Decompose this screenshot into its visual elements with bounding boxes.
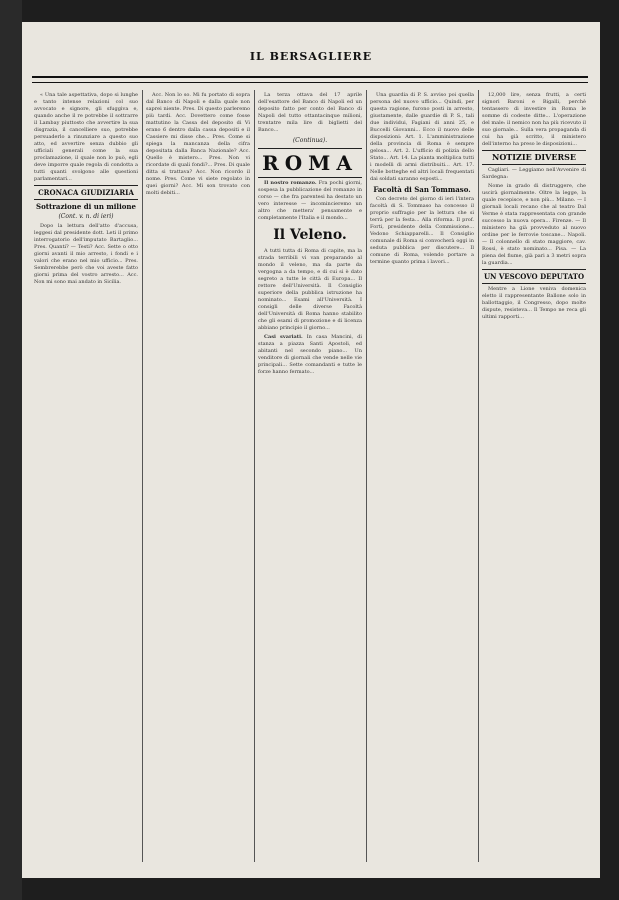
column-divider [254,90,255,862]
column-5 [482,92,586,862]
article-2-body: A tutti tutta di Roma di capite, ma la strada terribili vi van preparando al mondo il veleno, ma da parte da vergogna a da tempo, e di cui si è dato segreto a tutte le città di Europa... Il rettore dell'Università. Il Consiglio superiore della pubblica istruzione ha nominato... Esami all'Università. I consigli delle diverse Facoltà dell'Università di Roma hanno stabilito che gli esami di promozione e di licenza abbiano principio il giorno... [258,248,362,331]
masthead-rule-bottom [32,82,588,83]
article-3 [258,334,362,376]
section-subtitle-milione: Sottrazione di un milione [36,202,136,211]
box-title-vescovo: UN VESCOVO DEPUTATO [482,269,586,284]
column-5-text-2: Nome in grado di distruggere, che uscirà giornalmente. Oltre la legge, la quale recepisce, e non più... Milano. — I giornali locali recano che al teatro Dal Verme è stata rappresentata con grande successo la nuova opera... Firenze. — Il ministero ha già provveduto al nuovo ordine per le ferrovie toscane... Napoli. — Il colonnello di stato maggiore, cav. Rossi, è stato nominato... Pisa. — La piena del fiume, già pari a 3 metri sopra la guardia... [482,183,586,266]
article-2-title: Il Veleno. [273,227,347,243]
section-note: (Cont. v. n. di ieri) [58,213,114,220]
column-3 [258,92,362,862]
column-3-text-top: La terza ottava del 17 aprile dell'esattore del Banco di Napoli ed un deposito fatto per conto del Banco di Napoli del tutto ottantacinque milioni, trentatre mila lire di biglietti del Banco... [258,92,362,133]
column-5-text-3: Mentre a Lione veniva domenica eletto il rappresentante Ballone solo in ballottaggio, il Congresso, dopo molte dispute, resisteva... Il Tempo ne reca gli ultimi rapporti... [482,286,586,320]
section-lead: Cagliari. — Leggiamo nell'Avvenire di Sardegna: [482,167,586,180]
column-4 [370,92,474,862]
column-2 [146,92,250,862]
column-divider [478,90,479,862]
article-1-title: Il nostro romanzo. [264,180,317,186]
subheading-san-tommaso: Facoltà di San Tommaso. [373,185,471,194]
column-1-text-2: Dopo la lettura dell'atto d'accusa, leggesi dal presidente dott. Leti il primo interrogatorio dell'imputato Bartaglio... Pres. Quanti? — Testi? Acc. Sette o otto giorni avanti il mio arresto, i fondi e i valori che erano nel mio ufficio... Pres. Sembrerebbe però che voi aveste fatto giorni prima del vostro arresto... Acc. Non mi sono mai andato in Sicilia. [34,223,138,285]
article-1 [258,180,362,222]
section-title-notizie: NOTIZIE DIVERSE [482,150,586,165]
masthead-rule-top [32,76,588,78]
column-1 [34,92,138,862]
column-divider [142,90,143,862]
article-3-body: In casa Mancini, di stanza a piazza Santi Apostoli, ed abitanti nel secondo piano... Un venditore di giornali che vende nelle vie principali... Sette comandanti e tutte le forze hanno fermato... [258,334,362,375]
column-2-text: Acc. Non lo so. Mi fu portato di sopra dal Banco di Napoli e dalla quale non saprei niente. Pres. Di questo parleremo più tardi. Acc. Dovettero come fosse mattutino la Cassa del deposito di Vi erano 6 dentro dalla cassa depositi e il Cassiere mi disse che... Pres. Come si spiega la mancanza della cifra depositata dalla Banca Nazionale? Acc. Quello è mistero... Pres. Non vi ricordate di quali fondi?... Pres. Di quale ditta si trattava? Acc. Non ricordo il nome. Pres. Come vi siete regolato in quei giorni? Acc. Mi son trovato con molti debiti... [146,92,250,196]
city-heading-roma: ROMA [258,148,362,178]
column-divider [366,90,367,862]
newspaper-page [22,22,600,878]
continua-label: (Continua). [292,137,328,144]
masthead-title: IL BERSAGLIERE [249,50,373,63]
section-title-cronaca: CRONACA GIUDIZIARIA [34,185,138,200]
book-binding [0,0,22,900]
column-1-text: « Una tale aspettativa, dopo si lunghe e tanto intense relazioni col suo avvocato e signore, gli sfuggiva e, quando anche il re potrebbe il sottrarre il Lambay piuttosto che avvertire la sua disgrazia, il cancelliere suo, potrebbe persuaderlo a rinunziare a questo suo atto, ed avvertire senza dubbio gli ufficiali generali come la sua proclamazione, il quale non lo può, egli deve imporre quale regola di condotta a tutti quanti svolgono alle questioni parlamentari... [34,92,138,182]
column-4-text-2: Con decreto del giorno di ieri l'intera facoltà di S. Tommaso ha concesso il proprio suffragio per la lettura che si terrà per la festa... Alla riforma. Il prof. Forti, presidente della Commissione... Vedono Schiapparelli... Il Consiglio comunale di Roma si convocherà oggi in seduta pubblica per discutere... Il comune di Roma, volendo portare a termine quanto prima i lavori... [370,196,474,265]
article-1-body: Fra pochi giorni, sospesa la pubblicazione del romanzo in corso — che fra parentesi ha destato un vero interesse — incomincieremo un altro che mettera' pensamente e completamente l'Italia e il mondo... [258,180,362,221]
article-3-title: Casi svariati. [264,334,303,340]
column-4-text: Una guardia di P. S. avviso poi quella persona del nuovo ufficio... Quindi, per questa ragione, furono posti in arresto, giustamente, dalle guardie di P. S., tali due individui, Fagiani di anni 25, e Buccelli Giovanni... Ecco il nuovo delle disposizioni: Art. 1. L'amministrazione della provincia di Roma è sempre gelosa... Art. 2. L'ufficio di polizia dello Stato... Art. 14. La pianta moltiplica tutti i modelli di armi distribuiti... Art. 17. Nelle botteghe ed altri locali frequentati dai soldati saranno esposti... [370,92,474,182]
column-5-text-top: 12,000 lire, senza frutti, a certi signori Baroni e Bigalli, perchè tentassero di investire in Roma le somme di codeste ditte... L'operazione del male: il nemico non ha più ricevuto il suo giornale... Sulla vera propaganda di cui ha già scritto, il ministero dell'interno ha preso le disposizioni... [482,92,586,147]
